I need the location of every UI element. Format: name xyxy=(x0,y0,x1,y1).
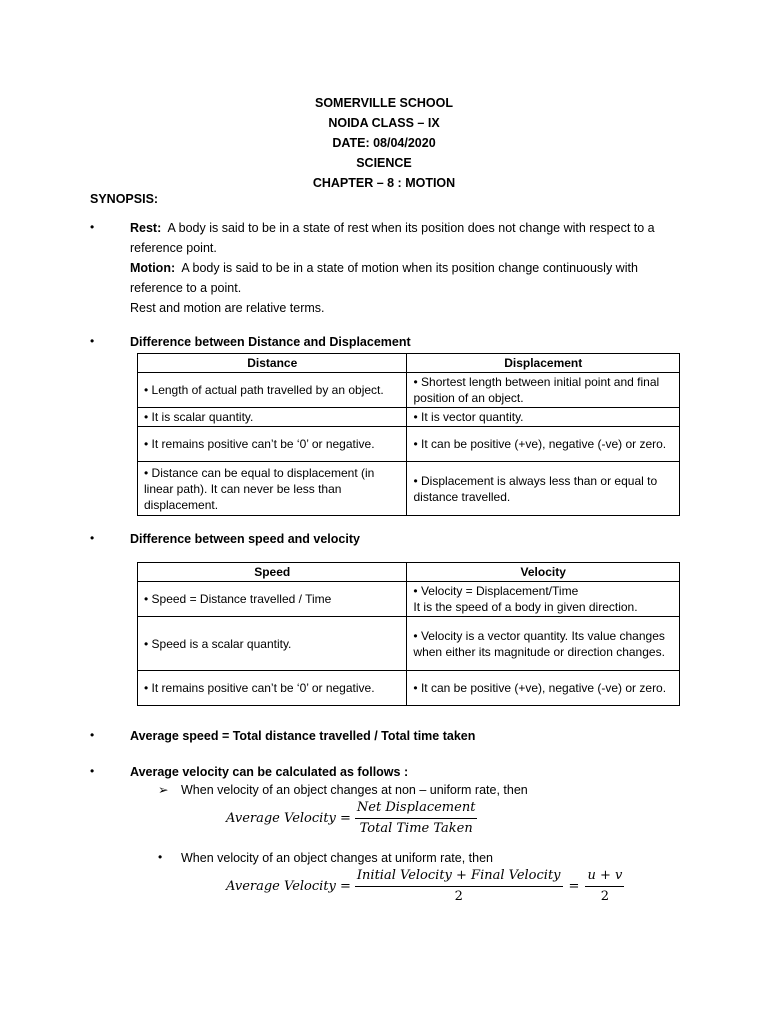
table-row xyxy=(138,462,680,516)
formula-denominator: 2 xyxy=(454,889,463,904)
table-cell: • Shortest length between initial point and final position of an object. xyxy=(407,373,680,408)
column-header: Distance xyxy=(138,354,407,373)
formula-fraction xyxy=(355,867,563,906)
formula-lhs: Average Velocity = xyxy=(226,811,351,826)
bullet-icon: • xyxy=(90,220,95,234)
formula-numerator: Net Displacement xyxy=(355,799,478,819)
table-row xyxy=(138,617,680,671)
average-velocity-formula-nonuniform xyxy=(226,799,477,838)
formula-numerator-uv: u + v xyxy=(585,867,624,887)
speed-velocity-table xyxy=(137,562,680,706)
motion-definition: A body is said to be in a state of motion when its position change continuously with xyxy=(175,261,638,275)
bullet-icon: • xyxy=(90,728,95,742)
nonuniform-case xyxy=(158,781,528,799)
document-header xyxy=(0,93,768,193)
table-row xyxy=(138,408,680,427)
speed-velocity-heading: Difference between speed and velocity xyxy=(130,532,360,546)
motion-definition-cont: reference to a point. xyxy=(130,281,242,295)
rest-definition: A body is said to be in a state of rest when its position does not change with respect to a xyxy=(161,221,655,235)
date-line: DATE: 08/04/2020 xyxy=(332,136,436,150)
table-header-row xyxy=(138,563,680,582)
rest-motion-section xyxy=(130,218,690,318)
formula-denominator: Total Time Taken xyxy=(359,821,473,836)
formula-lhs: Average Velocity = xyxy=(226,879,351,894)
table-cell: • It is vector quantity. xyxy=(407,408,680,427)
bullet-icon: • xyxy=(90,764,95,778)
bullet-icon: • xyxy=(90,531,95,545)
table-cell: • It remains positive can’t be ‘0’ or negative. xyxy=(138,427,407,462)
table-cell: • It can be positive (+ve), negative (-ve) or zero. xyxy=(407,427,680,462)
column-header: Velocity xyxy=(407,563,680,582)
column-header: Displacement xyxy=(407,354,680,373)
relative-terms-note: Rest and motion are relative terms. xyxy=(130,301,325,315)
average-speed-definition: Average speed = Total distance travelled / Total time taken xyxy=(130,729,476,743)
table-cell: • Displacement is always less than or equal to distance travelled. xyxy=(407,462,680,516)
table-header-row xyxy=(138,354,680,373)
formula-equals: = xyxy=(568,879,580,894)
average-velocity-formula-uniform xyxy=(226,867,624,906)
table-row xyxy=(138,427,680,462)
table-cell: • It can be positive (+ve), negative (-ve) or zero. xyxy=(407,671,680,706)
nonuniform-text: When velocity of an object changes at non – uniform rate, then xyxy=(181,783,528,797)
uniform-text: When velocity of an object changes at uniform rate, then xyxy=(181,851,493,865)
table-cell: • Velocity = Displacement/Time It is the speed of a body in given direction. xyxy=(407,582,680,617)
motion-term: Motion: xyxy=(130,261,176,275)
table-cell: • It remains positive can’t be ‘0’ or negative. xyxy=(138,671,407,706)
arrow-bullet-icon: ➢ xyxy=(158,783,169,797)
distance-displacement-table xyxy=(137,353,680,516)
class-line: NOIDA CLASS – IX xyxy=(328,116,440,130)
rest-term: Rest: xyxy=(130,221,162,235)
bullet-icon: • xyxy=(158,850,163,864)
bullet-icon: • xyxy=(90,334,95,348)
table-cell: • Speed is a scalar quantity. xyxy=(138,617,407,671)
formula-fraction-uv xyxy=(585,867,624,906)
school-name: SOMERVILLE SCHOOL xyxy=(315,96,453,110)
table-cell: • Distance can be equal to displacement (in linear path). It can never be less than displacement. xyxy=(138,462,407,516)
table-cell: • Length of actual path travelled by an object. xyxy=(138,373,407,408)
table-row xyxy=(138,671,680,706)
table-row xyxy=(138,582,680,617)
subject-line: SCIENCE xyxy=(356,156,412,170)
table-cell: • It is scalar quantity. xyxy=(138,408,407,427)
column-header: Speed xyxy=(138,563,407,582)
table-row xyxy=(138,373,680,408)
formula-denominator-uv: 2 xyxy=(600,889,610,904)
synopsis-label: SYNOPSIS: xyxy=(90,192,159,206)
formula-fraction xyxy=(355,799,478,838)
chapter-title: CHAPTER – 8 : MOTION xyxy=(312,176,456,190)
rest-definition-cont: reference point. xyxy=(130,241,217,255)
average-velocity-heading: Average velocity can be calculated as follows : xyxy=(130,765,409,779)
distance-displacement-heading: Difference between Distance and Displacement xyxy=(130,335,411,349)
table-cell: • Velocity is a vector quantity. Its value changes when either its magnitude or direction changes. xyxy=(407,617,680,671)
table-cell: • Speed = Distance travelled / Time xyxy=(138,582,407,617)
formula-numerator: Initial Velocity + Final Velocity xyxy=(355,867,563,887)
